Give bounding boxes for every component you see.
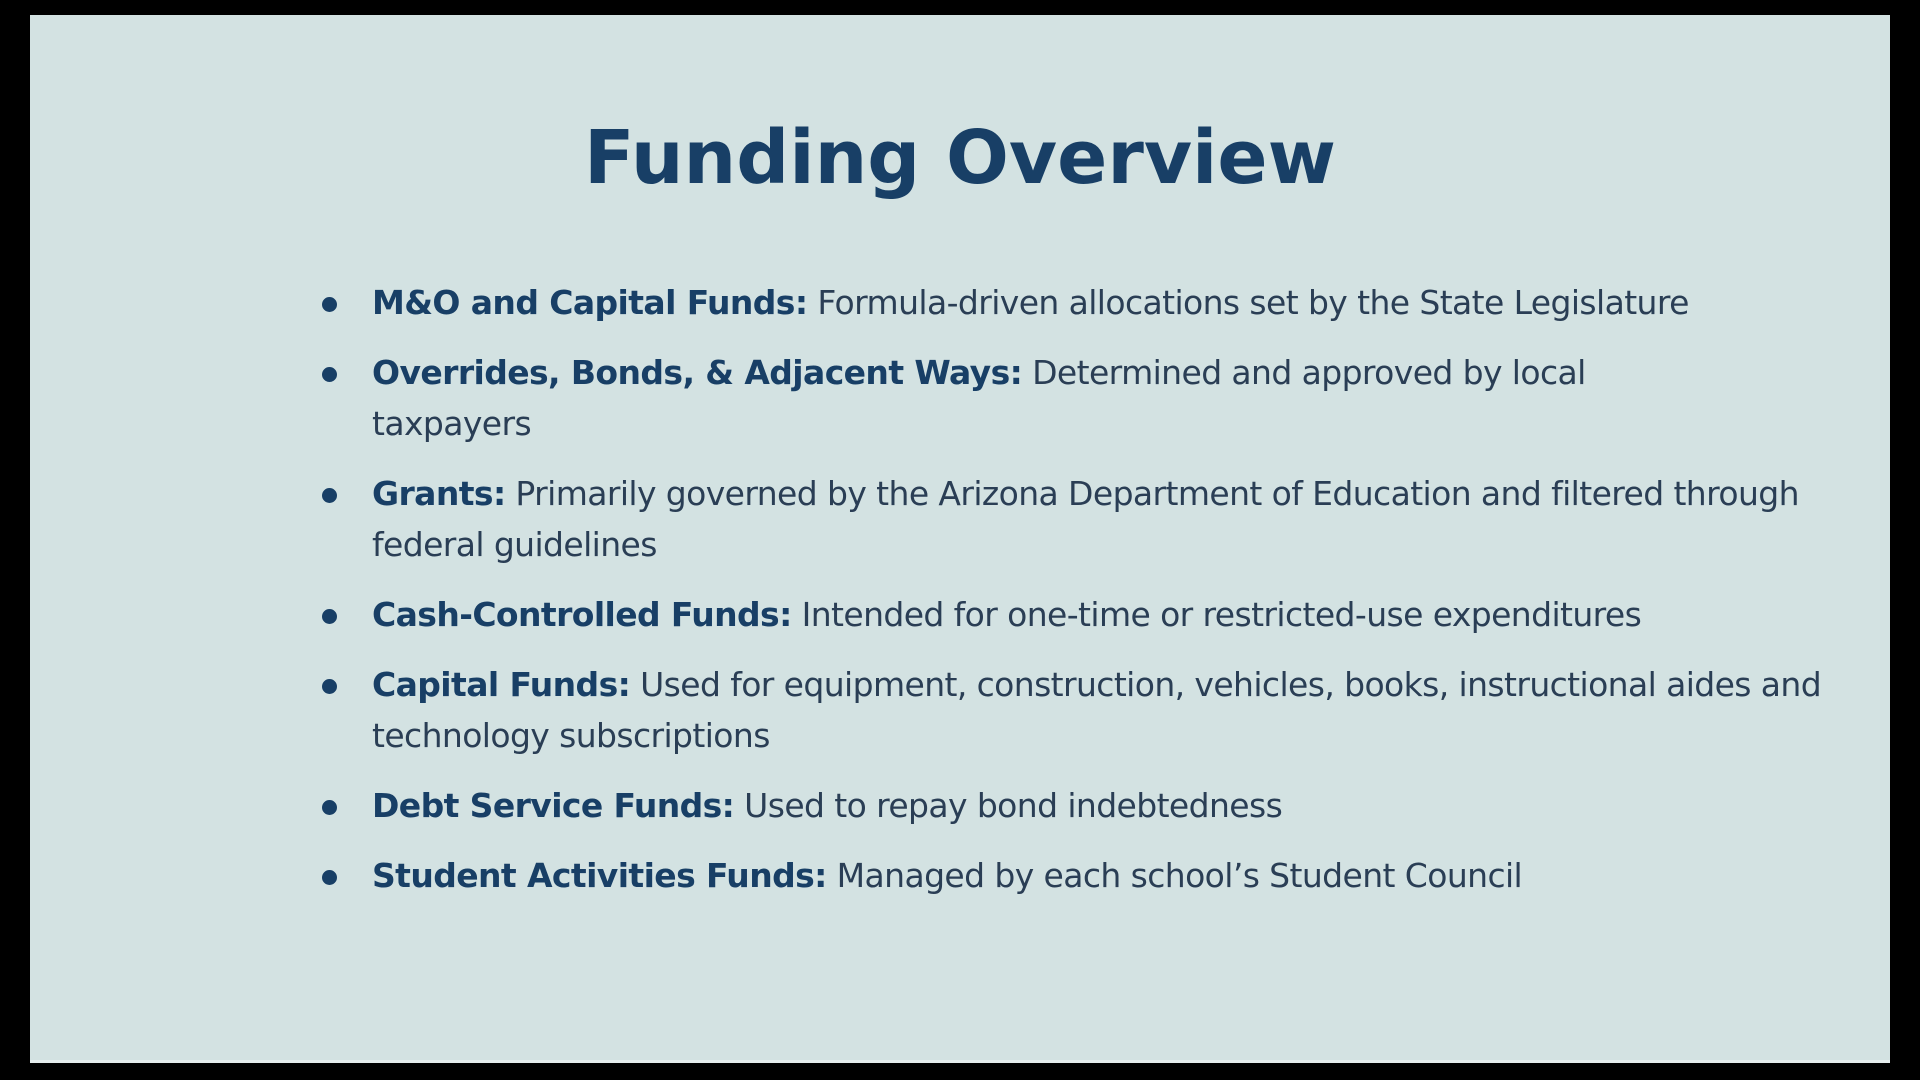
item-text: Primarily governed by the Arizona Department of Education and filtered through federal guidelines	[372, 474, 1799, 564]
slide	[30, 15, 1890, 1063]
item-label: M&O and Capital Funds:	[372, 283, 808, 322]
bullet-icon	[322, 870, 337, 885]
bullet-icon	[322, 800, 337, 815]
bullet-icon	[322, 679, 337, 694]
bullet-list	[312, 277, 1842, 920]
item-label: Grants:	[372, 474, 506, 513]
item-label: Overrides, Bonds, & Adjacent Ways:	[372, 353, 1023, 392]
bullet-icon	[322, 297, 337, 312]
item-text: Used to repay bond indebtedness	[734, 786, 1283, 825]
bullet-icon	[322, 367, 337, 382]
item-text: Formula-driven allocations set by the State Legislature	[807, 283, 1689, 322]
list-item	[312, 277, 1842, 328]
item-text: Intended for one-time or restricted-use expenditures	[791, 595, 1642, 634]
item-text: Used for equipment, construction, vehicles, books, instructional aides and technology subscriptions	[372, 665, 1822, 755]
list-item	[312, 659, 1842, 761]
item-label: Cash-Controlled Funds:	[372, 595, 792, 634]
list-item	[312, 589, 1842, 640]
list-item	[312, 780, 1842, 831]
bullet-icon	[322, 609, 337, 624]
item-text: Determined and approved by local taxpayers	[372, 353, 1586, 443]
item-label: Capital Funds:	[372, 665, 631, 704]
slide-title: Funding Overview	[584, 115, 1336, 201]
list-item	[312, 347, 1702, 449]
item-label: Debt Service Funds:	[372, 786, 735, 825]
list-item	[312, 468, 1842, 570]
list-item	[312, 850, 1842, 901]
bullet-icon	[322, 488, 337, 503]
item-text: Managed by each school’s Student Council	[826, 856, 1523, 895]
item-label: Student Activities Funds:	[372, 856, 827, 895]
